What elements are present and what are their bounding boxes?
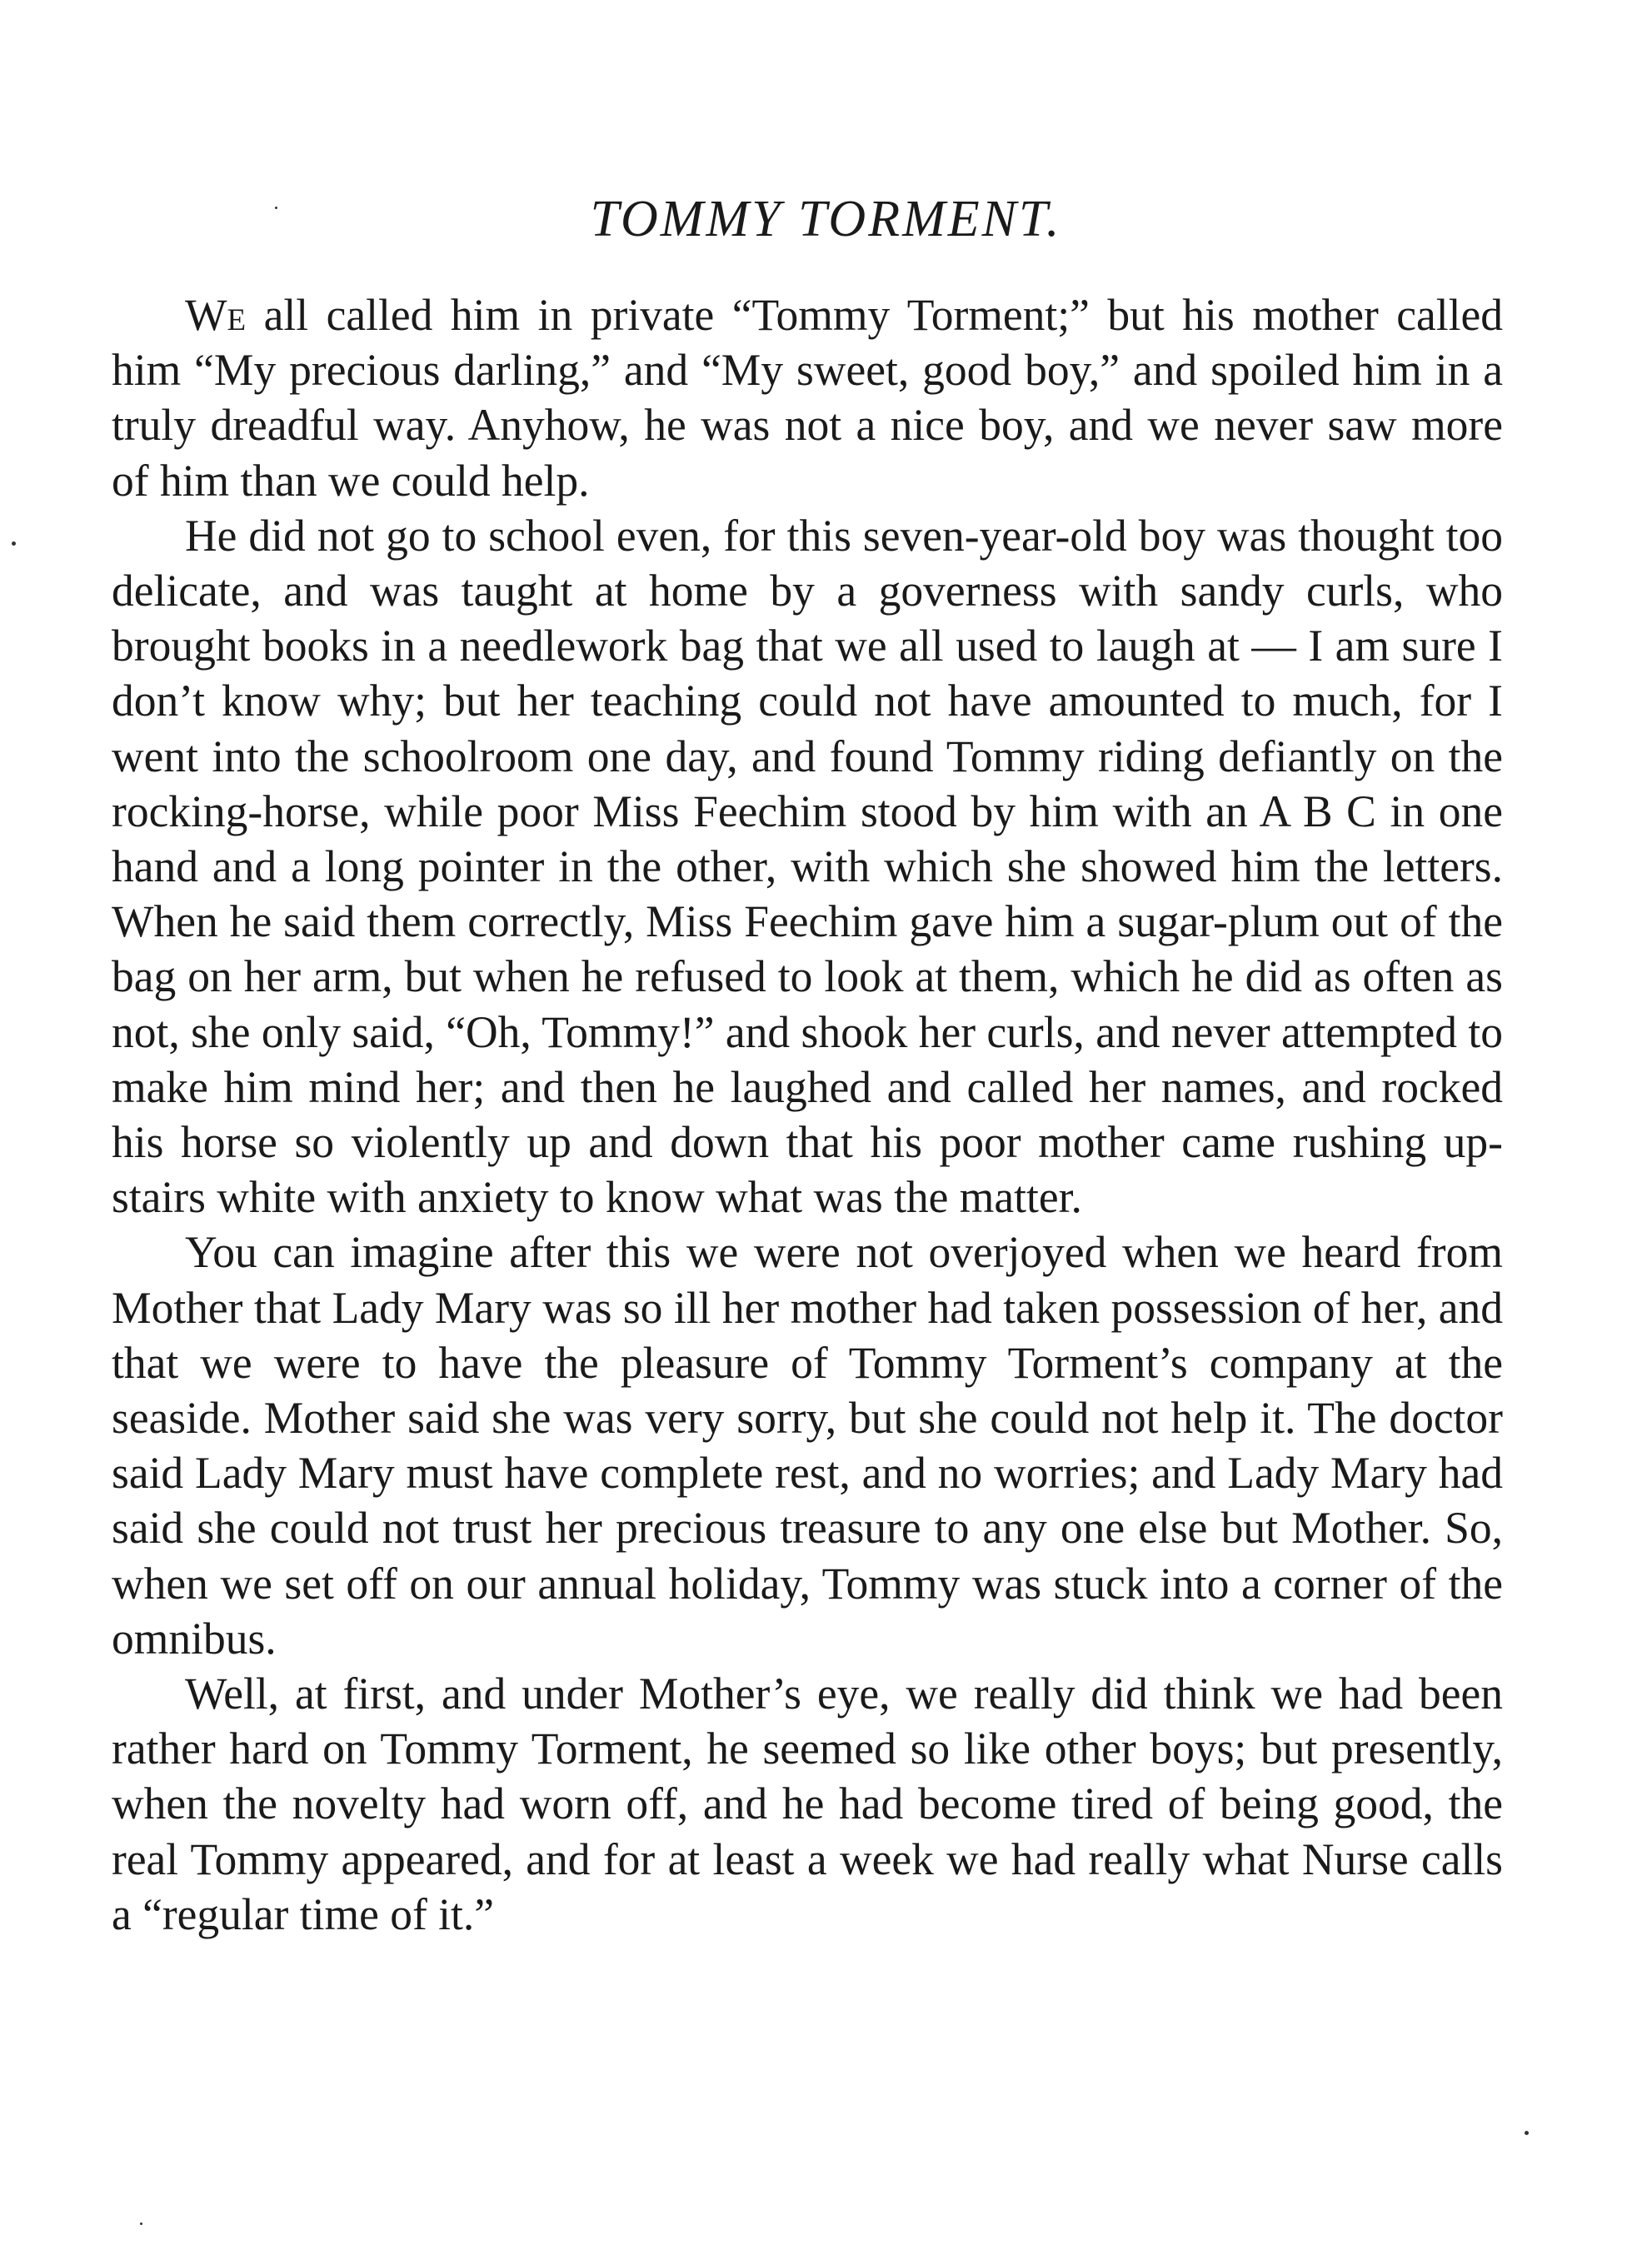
print-speck: [275, 207, 277, 209]
paragraph: [112, 1225, 1503, 1666]
paragraph: [112, 1666, 1503, 1942]
chapter-title: TOMMY TORMENT.: [590, 191, 1062, 247]
paragraph: [112, 287, 1503, 508]
print-speck: [140, 2223, 142, 2225]
paragraph: [112, 508, 1503, 1225]
paragraph-text: Well, at first, and under Mother’s eye, we really did think we had been rather hard on Tommy Torment, he seemed so like other boys; but presently, when the novelty had worn off, and he had become tired of being good, the real Tommy appeared, and for at least a week we had really what Nurse calls a “regular time of it.”: [112, 1669, 1503, 1939]
paragraph-text: He did not go to school even, for this seven-year-old boy was thought too delicate, and was taught at home by a governess with sandy curls, who brought books in a needlework bag that we all used to laugh at — I am sure I don’t know why; but her teaching could not have amounted to much, for I went into the schoolroom one day, and found Tommy riding defiantly on the rocking-horse, while poor Miss Feechim stood by him with an A B C in one hand and a long pointer in the other, with which she showed him the letters. When he said them correctly, Miss Feechim gave him a sugar-plum out of the bag on her arm, but when he refused to look at them, which he did as often as not, she only said, “Oh, Tommy!” and shook her curls, and never attempted to make him mind her; and then he laughed and called her names, and rocked his horse so violently up and down that his poor mother came rushing up-stairs white with anxiety to know what was the matter.: [112, 510, 1503, 1223]
paragraph-text: all called him in private “Tommy Torment;” but his mother called him “My precious darling,” and “My sweet, good boy,” and spoiled him in a truly dreadful way. Anyhow, he was not a nice boy, and we never saw more of him than we could help.: [112, 290, 1503, 506]
body-text: [112, 287, 1503, 1942]
print-speck: [1525, 2131, 1529, 2135]
paragraph-text: You can imagine after this we were not overjoyed when we heard from Mother that Lady Mary was so ill her mother had taken possession of her, and that we were to have the pleasure of Tommy Torment’s company at the seaside. Mother said she was very sorry, but she could not help it. The doctor said Lady Mary must have complete rest, and no worries; and Lady Mary had said she could not trust her precious treasure to any one else but Mother. So, when we set off on our annual holiday, Tommy was stuck into a corner of the omnibus.: [112, 1227, 1503, 1664]
print-speck: [12, 541, 16, 546]
opening-word: We: [185, 290, 247, 340]
